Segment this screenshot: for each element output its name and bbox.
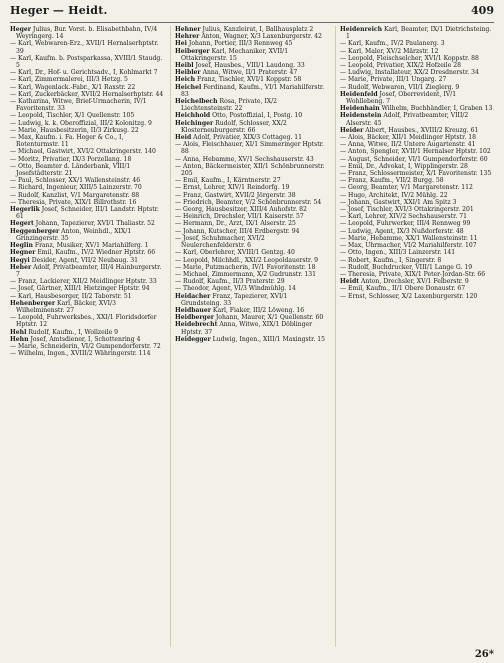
entry-text: Rudolf, Schlosser, XX/2 Klosterneuburgerstr. 66 — [181, 119, 287, 134]
directory-entry — [340, 206, 494, 213]
entry-text: — Theresia, Private, XIX/1 Billrothstr. 16 — [10, 198, 137, 206]
directory-entry — [175, 69, 329, 76]
entry-text: — Rudolf, Kaufm., II/3 Praterstr. 29 — [175, 278, 285, 286]
directory-entry — [175, 76, 329, 83]
entry-text: — Leopold, Fuhrwerker, III/4 Rennweg 99 — [340, 220, 471, 228]
entry-text: — Karl, Maler, XV/2 Märzstr. 12 — [340, 47, 439, 55]
entry-text: — Ludwig, Installateur, XX/2 Dresdnerstr. 34 — [340, 69, 479, 77]
directory-entry — [175, 48, 329, 62]
entry-surname: Heibl — [175, 62, 194, 70]
entry-surname: Heggenberger — [10, 227, 60, 235]
entry-text: — Franz, Lackierer, XII/2 Meidlinger Hptstr. 33 — [10, 278, 157, 286]
entry-text: — Leopold, Milchhdl., XXI/2 Leopoldauerstr. 9 — [175, 256, 319, 264]
directory-entry — [340, 112, 494, 126]
entry-text: — Hermann, Dr., Arzt, IX/1 Alserstr. 25 — [175, 220, 296, 228]
directory-entry — [10, 329, 164, 336]
directory-entry — [10, 192, 164, 199]
entry-text: Desider, Agent, VII/2 Neubaug. 31 — [31, 256, 138, 264]
entry-text: Anna, Witwe, XIX/1 Döblinger Hptstr. 37 — [181, 321, 312, 336]
directory-entry — [175, 235, 329, 249]
entry-text: Karl, Fiaker, III/2 Löweng. 16 — [212, 306, 305, 314]
directory-entry — [10, 249, 164, 256]
directory-entry — [175, 26, 329, 33]
entry-text: — Georg, Hausbesitzer, XIII/4 Auhofstr. 82 — [175, 206, 307, 214]
entry-text: — Friedrich, Beamter, V/2 Schönbrunnerstr. 54 — [175, 198, 322, 206]
directory-entry — [340, 26, 494, 40]
directory-entry — [10, 293, 164, 300]
entry-surname: Hegerlik — [10, 206, 40, 214]
entry-text: Rosa, Private, IX/2 Liechtensteinstr. 22 — [181, 98, 278, 113]
entry-text: — Otto, Ingen., XIII/3 Lainzerstr. 141 — [340, 249, 456, 257]
entry-surname: Heger — [10, 26, 31, 33]
directory-entry — [175, 184, 329, 191]
directory-entry — [10, 206, 164, 220]
directory-entry — [175, 199, 329, 206]
directory-entry — [175, 112, 329, 119]
entry-text: Rudolf, Kaufm., I, Wollzeile 9 — [28, 328, 119, 336]
directory-entry — [10, 242, 164, 249]
directory-entry — [10, 55, 164, 69]
entry-surname: Heidegger — [175, 335, 211, 343]
directory-entry — [10, 91, 164, 98]
entry-text: — Karl, Hausbesorger, II/2 Taborstr. 51 — [10, 292, 132, 300]
entry-surname: Hehl — [10, 328, 27, 336]
directory-entry — [340, 228, 494, 235]
directory-entry — [340, 127, 494, 134]
directory-entry — [340, 91, 494, 105]
entry-text: — Emil, Kaufm., I, Kärntnerstr. 27 — [175, 177, 281, 185]
entry-text: — Karl, Dr., Hof- u. Gerichtsadv., I, Kohlmarkt 7 — [10, 69, 158, 77]
page-header — [10, 4, 494, 23]
page-footer: 26* — [474, 649, 494, 660]
entry-text: — Theodor, Agent, VI/3 Windmühlg. 14 — [175, 285, 296, 293]
entry-surname: Heichel — [175, 83, 202, 91]
entry-text: Josef, Oberrevident, IV/1 Wohllebeng. 7 — [346, 90, 457, 106]
directory-entry — [10, 199, 164, 206]
directory-entry — [175, 206, 329, 213]
entry-text: — Wilhelm, Ingen., XVIII/2 Währingerstr. 114 — [10, 350, 151, 358]
entry-text: — Karl, Wagenlack.-Fabr., X/1 Raxstr. 22 — [10, 83, 136, 91]
directory-entry — [340, 105, 494, 112]
directory-entry — [175, 285, 329, 292]
directory-entry — [10, 127, 164, 134]
entry-surname: Heichhold — [175, 112, 211, 120]
entry-surname: Heidenreich — [340, 26, 383, 33]
directory-entry — [340, 271, 494, 278]
entry-text: — Marie, Schneiderin, VI/2 Gumpendorferstr. 72 — [10, 342, 161, 350]
entry-text: Anton, Drechsler, XV/1 Felberstr. 9 — [360, 278, 469, 286]
directory-entry — [175, 192, 329, 199]
entry-text: — Josef, Gärtner, XIII/1 Hietzinger Hptstr. 94 — [10, 285, 150, 293]
directory-entry — [340, 69, 494, 76]
entry-surname: Heidbauer — [175, 306, 211, 314]
entry-text: — Marie, Hausbesitzerin, II/3 Zirkusg. 22 — [10, 126, 139, 134]
entry-text: — Ernst, Schlosser, X/2 Laxenburgerstr. 120 — [340, 292, 478, 300]
entry-surname: Heher — [10, 263, 32, 271]
entry-surname: Hegyi — [10, 256, 30, 264]
directory-entry — [10, 134, 164, 148]
entry-text: Josef, Amtsdiener, I, Schottenring 4 — [30, 335, 141, 343]
entry-text: — Karl, Oberlehrer, XVIII/1 Gentzg. 40 — [175, 249, 295, 257]
directory-entry — [175, 307, 329, 314]
entry-text: Adolf, Privatbeamter, III/4 Hainburgerstr. 7 — [16, 263, 162, 278]
directory-entry — [340, 249, 494, 256]
directory-entry — [175, 336, 329, 343]
entry-text: Adolf, Privatier, XIX/3 Cottageg. 11 — [193, 134, 302, 142]
entry-text: — Franz, Schlossermeister, X/1 Favoritenstr. 135 — [340, 170, 492, 178]
directory-entry — [10, 336, 164, 343]
directory-entry — [10, 120, 164, 127]
directory-entry — [175, 98, 329, 112]
entry-text: Karl, Beamter, IX/1 Dietrichsteing. 1 — [346, 26, 492, 41]
entry-surname: Heglin — [10, 242, 33, 250]
entry-text: — Michael, Gastwirt, XVI/2 Ottakringerstr. 140 — [10, 148, 156, 156]
directory-entry — [340, 285, 494, 292]
entry-surname: Heiberger — [175, 47, 210, 55]
entry-text: — Johann, Gastwirt, XXI/1 Am Spitz 3 — [340, 198, 457, 206]
entry-text: — Theresia, Private, XIX/1 Peter-Jordan-Str. 66 — [340, 270, 486, 278]
directory-entry — [10, 98, 164, 112]
entry-text: Ferdinand, Kaufm., VI/1 Mariahilferstr. 83 — [181, 83, 325, 98]
directory-entry — [175, 141, 329, 155]
directory-entry — [10, 112, 164, 119]
directory-entry — [175, 213, 329, 220]
entry-text: — August, Schneider, VI/1 Gumpendorferstr. 60 — [340, 155, 488, 163]
directory-entry — [175, 33, 329, 40]
entry-text: Johann, Tapezierer, XVI/1 Thaliastr. 52 — [35, 220, 155, 228]
entry-text: Johann, Portier, III/3 Rennweg 45 — [188, 40, 293, 48]
entry-text: — Johann, Kutscher, III/4 Erdbergstr. 94 — [175, 227, 300, 235]
entry-surname: Hehner — [175, 26, 201, 33]
directory-entry — [340, 184, 494, 191]
entry-text: — Hugo, Architekt, IV/2 Mühlg. 22 — [340, 191, 448, 199]
directory-entry — [175, 249, 329, 256]
entry-text: Josef, Hausbes., VIII/1 Laudong. 33 — [195, 62, 305, 70]
column-2 — [170, 26, 329, 647]
directory-entry — [10, 156, 164, 163]
entry-surname: Heid — [175, 134, 192, 142]
entry-surname: Hei — [175, 40, 187, 48]
directory-entry — [175, 62, 329, 69]
entry-surname: Heidberger — [175, 314, 214, 322]
directory-entry — [175, 228, 329, 235]
entry-surname: Hegert — [10, 220, 34, 228]
entry-text: — Leopold, Privatier, XIX/2 Hofzeile 28 — [340, 62, 462, 70]
entry-text: — Emil, Dr., Advokat, I, Wipplingerstr. 28 — [340, 162, 468, 170]
entry-text: Franz, Tischler, XVI/1 Koppstr. 58 — [197, 76, 302, 84]
entry-text: Wilhelm, Buchhändler, I, Graben 13 — [381, 105, 493, 113]
entry-text: Franz, Tapezierer, XVI/1 Grundsteing. 33 — [181, 292, 288, 307]
entry-text: — Otto, Beamter d. Länderbank, VIII/1 Josefstädterstr. 21 — [10, 162, 131, 178]
entry-text: — Ernst, Lehrer, XIV/1 Reindorfg. 19 — [175, 184, 290, 192]
entry-text: — Marie, Private, III/1 Ungarg. 27 — [340, 76, 447, 84]
entry-text: — Emil, Kaufm., II/1 Obere Donaustr. 67 — [340, 285, 466, 293]
entry-surname: Heidacher — [175, 292, 211, 300]
entry-text: Karl, Mechaniker, XVII/1 Ottakringerstr. 15 — [181, 47, 289, 62]
entry-surname: Hehenberger — [10, 299, 56, 307]
directory-entry — [175, 264, 329, 271]
entry-text: — Rudolf, Buchdrucker, VIII/1 Lange G. 19 — [340, 263, 473, 271]
entry-text: — Josef, Tischler, XVI/3 Ottakringerstr. 201 — [340, 206, 474, 214]
entry-text: — Anna, Hebamme, XV/1 Sechshauserstr. 43 — [175, 155, 314, 163]
entry-text: — Leopold, Tischler, X/1 Quellenstr. 105 — [10, 112, 135, 120]
directory-entry — [175, 120, 329, 134]
entry-surname: Hehn — [10, 335, 29, 343]
directory-entry — [340, 141, 494, 148]
entry-text: — Karl, Lehrer, XIV/2 Sechshauserstr. 71 — [340, 213, 468, 221]
entry-text: Franz, Musiker, XV/1 Mariahilferg. 1 — [34, 242, 149, 250]
entry-surname: Heider — [340, 126, 364, 134]
entry-surname: Hegner — [10, 249, 36, 257]
entry-text: Emil, Kaufm., IV/2 Wiedner Hptstr. 66 — [37, 249, 156, 257]
directory-entry — [10, 220, 164, 227]
entry-text: — Anton, Bäckermeister, XII/1 Schönbrunnerstr. 205 — [175, 162, 325, 178]
entry-surname: Heidenhain — [340, 105, 380, 113]
entry-text: — Ludwig, k. k. Oberoffizial, III/2 Kolonitzg. 9 — [10, 119, 152, 127]
directory-entry — [10, 343, 164, 350]
entry-text: — Alois, Fleischhauer, XI/1 Simmeringer Hptstr. 88 — [175, 141, 324, 156]
entry-text: — Anton, Spengler, XVII/1 Hernalser Hptstr. 102 — [340, 148, 491, 156]
directory-entry — [340, 76, 494, 83]
entry-text: — Moritz, Privatier, IX/3 Porzellang. 18 — [10, 155, 132, 163]
entry-text: — Leopold, Fuhrwerksbes., XXI/1 Floridsdorfer Hptstr. 12 — [10, 314, 157, 329]
entry-text: Adolf, Privatbeamter, VIII/2 Alserstr. 45 — [346, 112, 469, 127]
directory-entry — [175, 257, 329, 264]
directory-entry — [175, 134, 329, 141]
directory-entry — [340, 177, 494, 184]
directory-entry — [10, 40, 164, 54]
entry-surname: Heidt — [340, 278, 360, 286]
entry-text: Anna, Witwe, II/1 Praterstr. 47 — [202, 69, 298, 77]
directory-entry — [175, 314, 329, 321]
entry-text: — Georg, Beamter, V/1 Margaretenstr. 112 — [340, 184, 473, 192]
directory-entry — [175, 271, 329, 278]
entry-text: — Franz, Gastwirt, XVII/2 Jörgerstr. 38 — [175, 191, 296, 199]
entry-surname: Heichinger — [175, 119, 214, 127]
directory-entry — [340, 84, 494, 91]
entry-text: — Karl, Kaufm. b. Postsparkassa, XVIII/1 Staudg. 5 — [10, 54, 163, 70]
entry-text: — Josef, Schuhmacher, XVI/2 Neulerchenfelderstr. 6 — [175, 234, 265, 250]
entry-text: — Max, Uhrmacher, VI/2 Mariahilferstr. 107 — [340, 242, 477, 250]
directory-entry — [175, 84, 329, 98]
entry-text: — Anna, Witwe, II/2 Untere Augartenstr. 41 — [340, 141, 476, 149]
directory-entry — [10, 257, 164, 264]
directory-entry — [340, 192, 494, 199]
directory-entry — [10, 148, 164, 155]
directory-entry — [175, 163, 329, 177]
entry-text: Anton, Weinhdl., XIX/1 Grinzingerstr. 35 — [16, 227, 132, 242]
entry-text: Ludwig, Ingen., XIII/1 Maxingstr. 15 — [212, 335, 325, 343]
entry-text: — Michael, Zimmermann, X/2 Gudrunstr. 131 — [175, 270, 316, 278]
directory-columns — [10, 26, 494, 647]
entry-text: — Paul, Schlosser, XX/1 Wallensteinstr. 46 — [10, 177, 141, 185]
directory-entry — [340, 293, 494, 300]
entry-text: — Richard, Ingenieur, XIII/5 Lainzerstr. 70 — [10, 184, 142, 192]
directory-entry — [10, 76, 164, 83]
page-number: 409 — [471, 4, 494, 17]
entry-text: Albert, Hausbes., XVIII/2 Kreuzg. 61 — [365, 126, 479, 134]
directory-entry — [175, 321, 329, 335]
entry-text: Johann, Maurer, X/1 Quellenstr. 60 — [215, 314, 324, 322]
directory-entry — [340, 55, 494, 62]
entry-surname: Heichelbech — [175, 98, 218, 106]
entry-surname: Heidebrecht — [175, 321, 218, 329]
directory-entry — [340, 170, 494, 177]
directory-entry — [10, 69, 164, 76]
directory-entry — [10, 26, 164, 40]
entry-surname: Heidenfeld — [340, 90, 378, 98]
directory-entry — [340, 264, 494, 271]
directory-entry — [340, 48, 494, 55]
directory-entry — [175, 177, 329, 184]
entry-surname: Heich — [175, 76, 196, 84]
directory-entry — [340, 163, 494, 170]
directory-entry — [340, 220, 494, 227]
directory-entry — [10, 163, 164, 177]
directory-entry — [175, 156, 329, 163]
entry-text: Karl, Bäcker, XVI/3 Wilhelminenstr. 27 — [16, 299, 116, 314]
directory-entry — [340, 235, 494, 242]
directory-entry — [10, 285, 164, 292]
entry-text: Anton, Wagner, X/3 Laxenburgerstr. 42 — [201, 33, 322, 41]
entry-text: — Katharina, Witwe, Brief-Urmacherin, IV/1 Favoritenstr. 33 — [10, 98, 147, 113]
column-3 — [335, 26, 494, 647]
directory-entry — [10, 177, 164, 184]
entry-text: Josef, Schneider, III/1 Landstr. Hptstr. 61 — [16, 206, 159, 221]
entry-text: — Leopold, Fleischselcher, XVI/1 Koppstr. 88 — [340, 54, 479, 62]
directory-entry — [10, 314, 164, 328]
column-1 — [10, 26, 164, 647]
directory-entry — [340, 62, 494, 69]
entry-text: — Max, Kaufm. i. Fa. Heger & Co., I, Rotenturmstr. 11 — [10, 134, 124, 149]
entry-text: — Marie, Hebamme, XX/1 Wallensteinstr. 11 — [340, 234, 478, 242]
directory-entry — [340, 199, 494, 206]
header-left: Heger — Heidt. — [10, 4, 108, 17]
directory-entry — [340, 40, 494, 47]
entry-text: — Karl, Zimmermalerei, III/3 Hetzg. 5 — [10, 76, 128, 84]
entry-text: — Alois, Bäcker, XII/1 Meidlinger Hptstr. 18 — [340, 134, 476, 142]
entry-text: — Marie, Putzmacherin, IV/1 Favoritenstr. 18 — [175, 263, 316, 271]
entry-text: — Karl, Zuckerbäcker, XVII/2 Hernalserhptstr. 44 — [10, 90, 164, 98]
entry-text: — Karl, Kaufm., IV/2 Paulanerg. 3 — [340, 40, 445, 48]
entry-text: — Heinrich, Drechsler, VII/1 Kaiserstr. 57 — [175, 213, 304, 221]
entry-text: Julius, Kanzleirat, I, Ballhausplatz 2 — [202, 26, 314, 33]
directory-entry — [340, 156, 494, 163]
directory-entry — [10, 300, 164, 314]
directory-entry — [340, 278, 494, 285]
directory-entry — [340, 257, 494, 264]
directory-entry — [10, 350, 164, 357]
directory-entry — [340, 242, 494, 249]
directory-entry — [175, 220, 329, 227]
entry-text: Julius, Bur. Vorst. b. Elisabethbahn, IV/4 Weyringerg. 14 — [16, 26, 158, 41]
entry-text: Otto, Postoffizial, I, Postg. 10 — [212, 112, 303, 120]
entry-surname: Heidenstein — [340, 112, 382, 120]
entry-surname: Hehrer — [175, 33, 200, 41]
entry-text: — Franz, Kaufm., VII/2 Burgg. 58 — [340, 177, 444, 185]
directory-entry — [340, 213, 494, 220]
entry-text: — Rudolf, Kanzlist, V/1 Margaretenstr. 88 — [10, 191, 140, 199]
directory-entry — [175, 293, 329, 307]
directory-entry — [175, 40, 329, 47]
directory-entry — [10, 278, 164, 285]
directory-entry — [175, 278, 329, 285]
directory-entry — [10, 84, 164, 91]
directory-entry — [340, 148, 494, 155]
entry-text: — Ludwig, Agent, IX/3 Nußdorferstr. 48 — [340, 227, 464, 235]
directory-entry — [10, 264, 164, 278]
entry-text: — Karl, Webwaren-Erz., XVII/1 Hernalserhptstr. 39 — [10, 40, 159, 55]
directory-entry — [340, 134, 494, 141]
directory-entry — [10, 184, 164, 191]
directory-entry — [10, 228, 164, 242]
entry-surname: Heibler — [175, 69, 201, 77]
entry-text: — Rudolf, Webwaren, VII/1 Zieglerg. 9 — [340, 83, 460, 91]
entry-text: — Robert, Kaufm., I, Singerstr. 8 — [340, 256, 442, 264]
